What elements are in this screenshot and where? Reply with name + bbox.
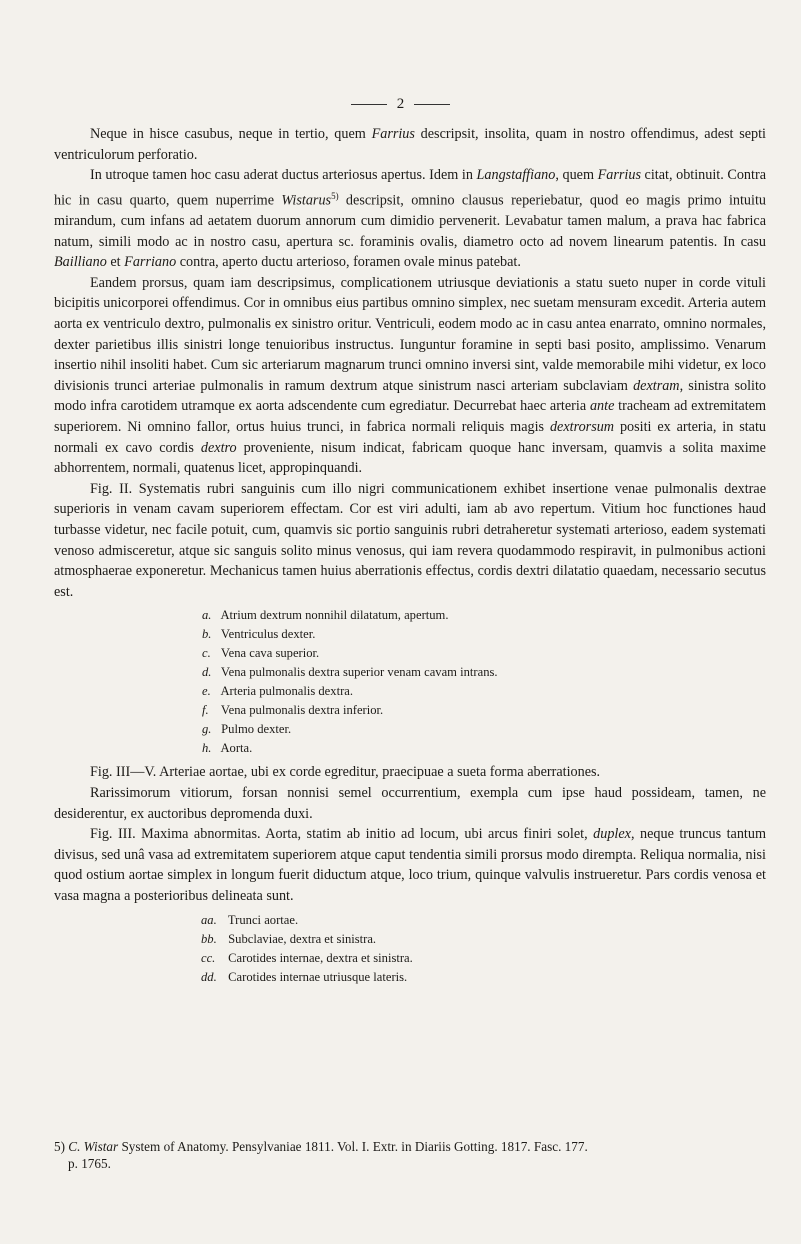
legend-key: aa. (201, 912, 217, 927)
legend-text: Atrium dextrum nonnihil dilatatum, apertum. (218, 608, 449, 623)
footnote (54, 1138, 766, 1172)
italic-term: duplex (593, 826, 631, 843)
paragraph-p2: In utroque tamen hoc casu aderat ductus arteriosus apertus. Idem in Langstaffiano, quem Farrius citat, obtinuit. Contra hic in casu quarto, quem nuperrime Wistarus$^{5)}$ descripsit, omnino clausus reperiebatur, quod eo magis primo intuitu mirandum, cum infans ad aetatem duorum annorum cum dimidio pervenerit. Levabatur tamen malum, a prava hac fabrica natum, simili modo ac in nostro casu, apertura sc. foraminis ovalis, diametro octo ad novem linearum patentis. In casu Bailliano et Farriano contra, aperto ductu arterioso, foramen ovale minus patebat. (54, 167, 766, 271)
legend-text: Trunci aortae. (225, 912, 299, 927)
italic-term: Farrius (597, 167, 641, 184)
legend-row (201, 911, 766, 930)
figure-3-legend (54, 911, 766, 987)
italic-term: Farriano (124, 254, 177, 271)
legend-text: Arteria pulmonalis dextra. (218, 684, 353, 699)
legend-row (202, 625, 766, 644)
legend-text: Carotides internae, dextra et sinistra. (225, 950, 413, 965)
italic-term: Langstaffiano (476, 167, 556, 184)
paragraph-group-1 (54, 124, 766, 602)
legend-text: Subclaviae, dextra et sinistra. (225, 931, 377, 946)
footnote-marker: 5) (54, 1139, 65, 1154)
legend-row (202, 644, 766, 663)
paragraph-p4: Fig. II. Systematis rubri sanguinis cum illo nigri communicationem exhibet insertione venae pulmonalis dextrae superioris in venam cavam superiorem effectam. Cor est viri adulti, iam ab avo repertum. Vitium hoc functiones haud turbasse videtur, nec facile potuit, cum, quamvis sic portio sanguinis rubri detraheretur systemati arterioso, eadem systemati venoso admisceretur, atque sic sanguis solito minus venosus, qui iam revera quodammodo respiravit, in pulmonibus actioni atmosphaerae exponeretur. Mechanicus tamen huius aberrationis effectus, cordis dextri dilatatio quaedam, necessario secutus est. (54, 480, 766, 600)
page-header (0, 96, 801, 113)
legend-row (201, 930, 766, 949)
header-dash-left (351, 104, 387, 105)
legend-text: Vena pulmonalis dextra superior venam cavam intrans. (218, 665, 498, 680)
legend-key: h. (202, 741, 212, 756)
italic-term: dextro (200, 439, 237, 456)
header-dash-right (414, 104, 450, 105)
legend-key: cc. (201, 950, 216, 965)
page-number: 2 (396, 96, 405, 112)
legend-row (202, 682, 766, 701)
legend-key: e. (202, 684, 211, 699)
italic-term: Bailliano (54, 254, 107, 271)
legend-text: Carotides internae utriusque lateris. (225, 969, 408, 984)
paragraph-p7: Fig. III. Maxima abnormitas. Aorta, statim ab initio ad locum, ubi arcus finiri solet, duplex, neque truncus tantum divisus, sed unâ vasa ad extremitatem superiorem atque caput tendentia simili prorsus modo dirempta. Reliqua normalia, nisi quod ostium aortae simplex in longum fuerit diductum atque, loco trium, quinque valvulis instrueretur. Pars cordis venosa et vasa magna a posterioribus delineata sunt. (54, 826, 767, 904)
italic-term: dextram (633, 377, 680, 394)
paragraph-p5: Fig. III—V. Arteriae aortae, ubi ex corde egreditur, praecipuae a sueta forma aberrationes. (90, 764, 601, 781)
italic-term: Wistarus (281, 192, 332, 209)
legend-row (201, 949, 766, 968)
legend-key: f. (202, 703, 209, 718)
legend-text: Vena pulmonalis dextra inferior. (218, 703, 384, 718)
legend-key: c. (202, 646, 211, 661)
legend-text: Ventriculus dexter. (218, 627, 316, 642)
legend-key: a. (202, 608, 212, 623)
paragraph-group-2 (54, 762, 766, 906)
footnote-line-2: p. 1765. (68, 1156, 111, 1171)
legend-row (202, 701, 766, 720)
legend-key: dd. (201, 969, 217, 984)
legend-key: bb. (201, 931, 217, 946)
legend-key: d. (202, 665, 212, 680)
legend-key: g. (202, 722, 212, 737)
legend-text: Pulmo dexter. (218, 722, 292, 737)
italic-term: ante (589, 398, 615, 415)
legend-row (202, 720, 766, 739)
legend-row (202, 739, 766, 758)
footnote-text: System of Anatomy. Pensylvaniae 1811. Vol. I. Extr. in Diariis Gotting. 1817. Fasc. 177. (118, 1139, 588, 1154)
legend-text: Aorta. (218, 741, 253, 756)
legend-row (201, 968, 766, 987)
italic-term: Farrius (371, 126, 415, 142)
italic-term: dextrorsum (549, 419, 615, 436)
paragraph-p3: Eandem prorsus, quam iam descripsimus, complicationem utriusque deviationis a statu sueto nuper in corde vituli bicipitis unicorporei offendimus. Cor in omnibus eius partibus omnino simplex, nec suetam mensuram excedit. Arteria autem aorta ex ventriculo dextro, pulmonalis ex sinistro oritur. Ventriculi, eodem modo ac in casu antea enarrato, omnino normales, dexter parietibus illis sinistri longe tenuioribus instructus. Iunguntur foramine in septi basi posito, amplissimo. Venarum insertio nihil insoliti habet. Cum sic arteriarum magnarum trunci omnino inversi sint, valde memorabile mihi videtur, ex loco divisionis trunci arteriae pulmonalis in ramum dextrum atque sinistrum nasci arteriam subclaviam dextram, sinistra solito modo infra carotidem utramque ex aorta adscendente cum egrediatur. Decurrebat haec arteria ante tracheam ad extremitatem superiorem. Ni omnino fallor, ortus huius trunci, in fabrica normali reliquis magis dextrorsum positi ex arteria, in statu normali ex cavo cordis dextro proveniente, nisum indicat, fabricam quoque hanc inversam, quamvis a solita maxime abhorrentem, normali, quatenus licet, appropinquandi. (54, 274, 767, 477)
legend-row (202, 606, 766, 625)
footnote-line-1 (54, 1138, 766, 1155)
paragraph-p1: Neque in hisce casubus, neque in tertio, quem Farrius descripsit, insolita, quam in nostro offendimus, adest septi ventriculorum perforatio. (54, 126, 766, 163)
legend-key: b. (202, 627, 212, 642)
body-text (54, 124, 766, 991)
legend-row (202, 663, 766, 682)
figure-2-legend (54, 606, 766, 758)
footnote-author: C. Wistar (68, 1139, 119, 1154)
legend-text: Vena cava superior. (218, 646, 320, 661)
paragraph-p6: Rarissimorum vitiorum, forsan nonnisi semel occurrentium, exempla cum ipse haud possideam, tamen, ne desiderentur, ex auctoribus depromenda duxi. (54, 784, 766, 822)
footnote-ref: 5) (331, 190, 339, 201)
